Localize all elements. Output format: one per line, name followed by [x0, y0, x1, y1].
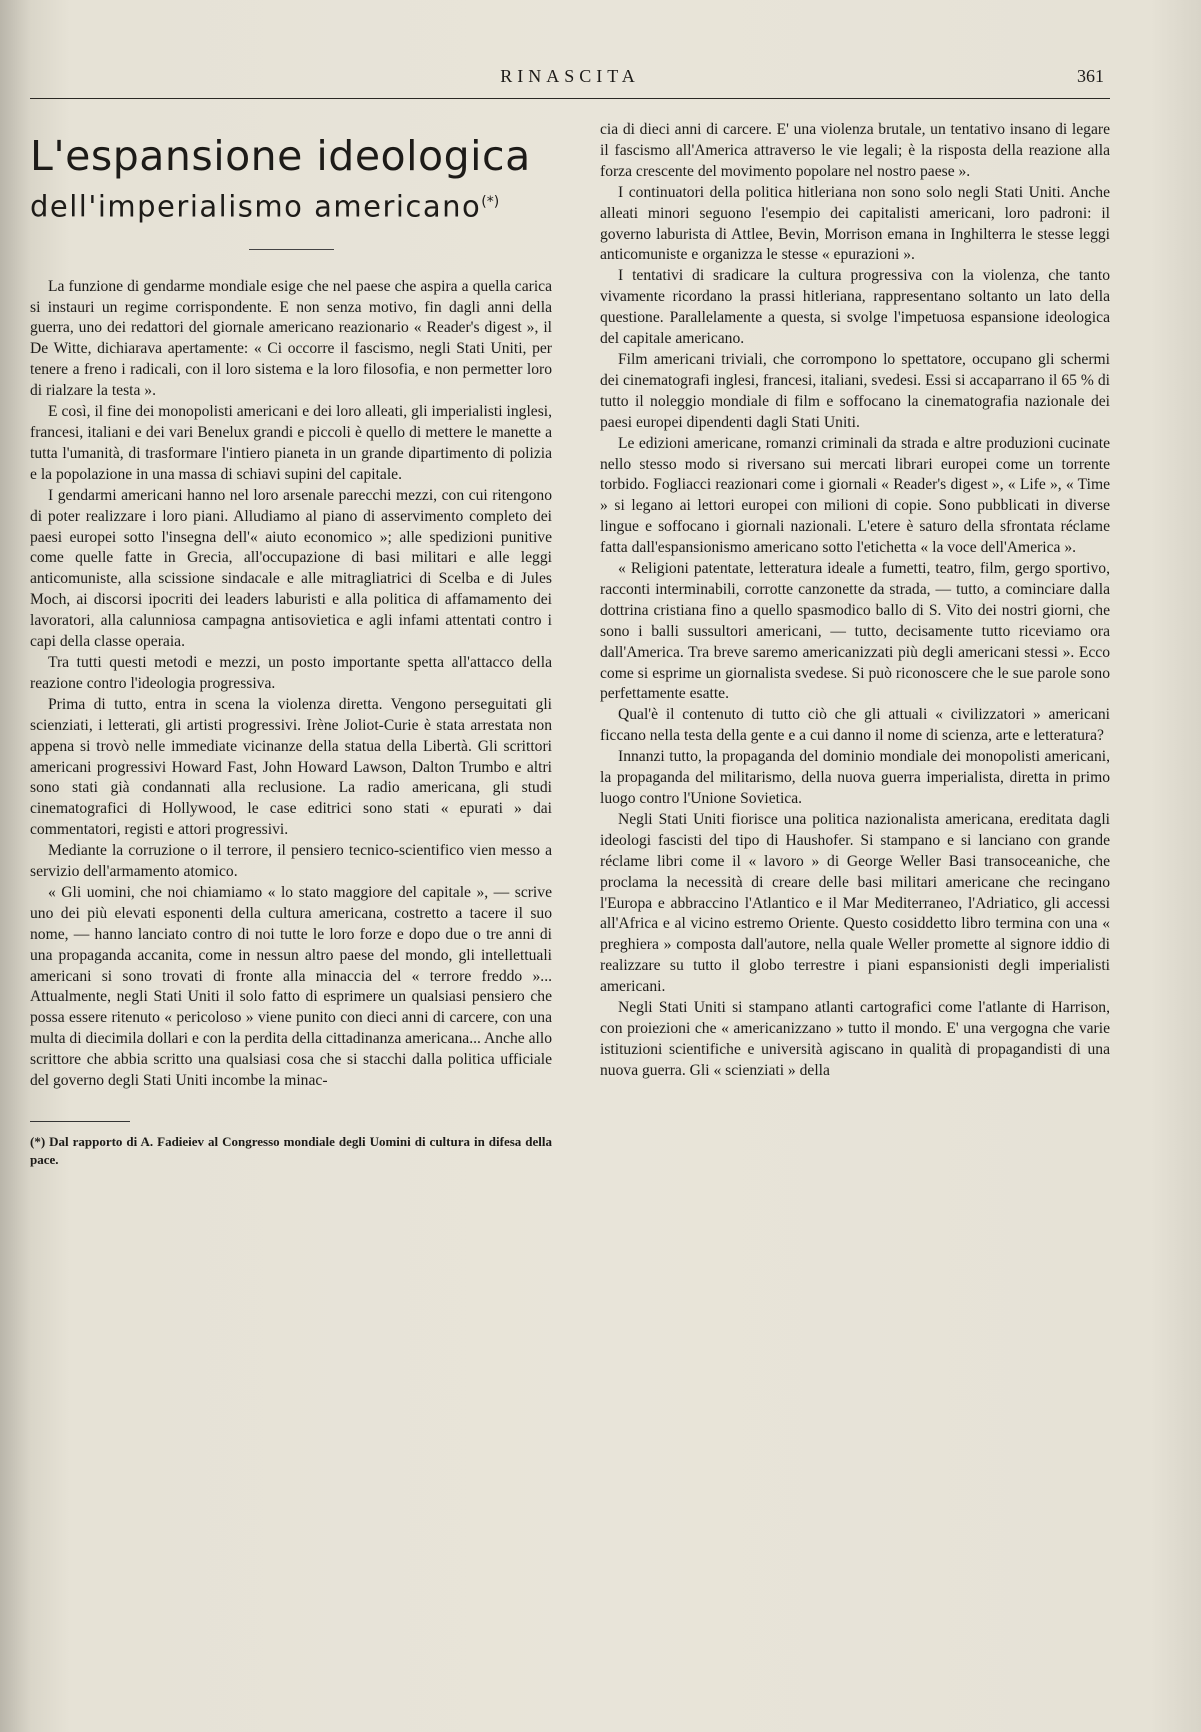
paragraph: I continuatori della politica hitleriana non sono solo negli Stati Uniti. Anche alleati minori seguono l'esempio dei capitalisti americani, loro padroni: il governo laburista di Attlee, Bevin, Morrison emana in Inghilterra le stesse leggi anticomuniste e organizza le stesse « epurazioni ».: [600, 183, 1110, 264]
paragraph: Qual'è il contenuto di tutto ciò che gli attuali « civilizzatori » americani ficcano nella testa della gente e a cui danno il nome di scienza, arte e letteratura?: [600, 706, 1110, 745]
paragraph: I gendarmi americani hanno nel loro arsenale parecchi mezzi, con cui ritengono di poter realizzare i loro piani. Alludiamo al piano di asservimento completo dei paesi europei sotto l'insegna dell'« aiuto economico »; alle spedizioni punitive come quelle fatte in Grecia, all'occupazione di basi militari e alle leggi anticomuniste, alla scissione sindacale e alle mitragliatrici di Scelba e di Jules Moch, ai discorsi ipocriti dei leaders laburisti e alla politica di affamamento dei lavoratori, alla calunniosa campagna antisovietica e agli infami attentati contro i capi della classe operaia.: [30, 486, 552, 651]
paragraph: E così, il fine dei monopolisti americani e dei loro alleati, gli imperialisti inglesi, francesi, italiani e dei vari Benelux grandi e piccoli è quello di mettere le manette a tutta l'umanità, di trasformare l'intiero pianeta in un grande dipartimento di polizia e la popolazione in una massa di schiavi supini del capitale.: [30, 403, 552, 483]
title-divider: [249, 249, 334, 250]
title-footnote-mark: (*): [481, 194, 500, 210]
page-header: [30, 62, 1110, 99]
page-number: 361: [1077, 66, 1104, 86]
title-line2-text: dell'imperialismo americano: [30, 189, 482, 224]
paragraph: Prima di tutto, entra in scena la violenza diretta. Vengono perseguitati gli scienziati, i letterati, gli artisti progressivi. Irène Joliot-Curie è stata arrestata non appena si trovò nelle immediate vicinanze della statua della Libertà. Gli scrittori americani progressivi Howard Fast, John Howard Lawson, Dalton Trumbo e altri sono stati già condannati alla reclusione. La radio americana, gli studi cinematografici di Hollywood, le case editrici sono stati « epurati » dai commentatori, registi e attori progressivi.: [30, 695, 552, 839]
paragraph: I tentativi di sradicare la cultura progressiva con la violenza, che tanto vivamente ricordano la prassi hitleriana, rappresentano soltanto un lato della questione. Parallelamente a questa, si svolge l'impetuosa espansione ideologica del capitale americano.: [600, 267, 1110, 348]
article-title-line2: [30, 182, 552, 227]
paragraph: « Religioni patentate, letteratura ideale a fumetti, teatro, film, gergo sportivo, racconti interminabili, corrotte canzonette da strada, — tutto, a cominciare dalla dottrina cristiana fino a quello spasmodico ballo di S. Vito dei nostri giorni, che sono i balli sussultori americani, — tutto, decisamente tutto riceviamo ora dall'America. Tra breve saremo americanizzati più degli americani stessi ». Ecco come si esprime un giornalista svedese. Si può riconoscere che le sue parole sono perfettamente esatte.: [600, 560, 1110, 703]
paragraph: Tra tutti questi metodi e mezzi, un posto importante spetta all'attacco della reazione contro l'ideologia progressiva.: [30, 653, 552, 692]
paragraph: Le edizioni americane, romanzi criminali da strada e altre produzioni cucinate nello stesso modo si riversano sui mercati librari europei come un torrente torbido. Fogliacci reazionari come i giornali « Reader's digest », « Life », « Time » si legano ai lettori europei con milioni di copie. Sono pubblicati in diverse lingue e soffocano i giornali nazionali. L'etere è saturo della sfrontata réclame fatta dall'espansionismo americano sotto l'etichetta « la voce dell'America ».: [600, 434, 1110, 557]
footnote: (*) Dal rapporto di A. Fadieiev al Congresso mondiale degli Uomini di cultura in difesa della pace.: [30, 1134, 552, 1167]
footnote-divider: [30, 1121, 130, 1122]
paragraph: « Gli uomini, che noi chiamiamo « lo stato maggiore del capitale », — scrive uno dei più elevati esponenti della cultura americana, costretto a tacere il suo nome, — hanno lanciato contro di noi tutte le loro forze e dopo due o tre anni di una propaganda accanita, come in nessun altro paese del mondo, gli intellettuali americani si sono trovati di fronte alla minaccia del « terrore freddo »... Attualmente, negli Stati Uniti il solo fatto di esprimere un qualsiasi pensiero che possa essere ritenuto « pericoloso » viene punito con dieci anni di carcere, con una multa di diecimila dollari e con la perdita della cittadinanza americana... Anche allo scrittore che abbia scritto una qualsiasi cosa che si stacchi dalla politica ufficiale del governo degli Stati Uniti incombe la minac-: [30, 883, 552, 1090]
article-title-line1: L'espansione ideologica: [30, 132, 531, 180]
paragraph: La funzione di gendarme mondiale esige che nel paese che aspira a quella carica si instauri un regime corrispondente. E non senza motivo, fin dagli anni della guerra, uno dei redattori del giornale americano reazionario « Reader's digest », il De Witte, dichiarava apertamente: « Ci occorre il fascismo, negli Stati Uniti, per tenere a freno i radicali, con il loro sistema e la loro filosofia, e non permetter loro di rialzare la testa ».: [30, 277, 552, 400]
right-column: [600, 120, 1110, 1082]
paragraph: Film americani triviali, che corrompono lo spettatore, occupano gli schermi dei cinematografi inglesi, francesi, italiani, svedesi. Essi si accaparrano il 65 % di tutto il noleggio mondiale di film e soffocano la cinematografia nazionale dei paesi europei dipendenti dagli Stati Uniti.: [600, 350, 1110, 431]
left-column: [30, 120, 552, 1169]
paragraph: Innanzi tutto, la propaganda del dominio mondiale dei monopolisti americani, la propaganda del militarismo, della nuova guerra imperialista, diretta in primo luogo contro l'Unione Sovietica.: [600, 748, 1110, 807]
paragraph: Negli Stati Uniti fiorisce una politica nazionalista americana, ereditata dagli ideologi fascisti del tipo di Haushofer. Si stampano e si lanciano con grande réclame libri come il « lavoro » di George Weller Basi transoceaniche, che proclama la necessità di creare delle basi militari americane che recingano l'Europa e abbraccino l'Atlantico e il Mar Mediterraneo, l'Adriatico, gli accessi all'Africa e al vicino estremo Oriente. Questo cosiddetto libro termina con una « preghiera » composta dall'autore, nella quale Weller promette al signore iddio di realizzare su tutto il globo terrestre i piani espansionisti degli imperialisti americani.: [600, 810, 1110, 996]
paragraph: Mediante la corruzione o il terrore, il pensiero tecnico-scientifico vien messo a servizio dell'armamento atomico.: [30, 842, 552, 881]
running-title: RINASCITA: [500, 66, 640, 86]
paragraph-continued: cia di dieci anni di carcere. E' una violenza brutale, un tentativo insano di legare il fascismo all'America attraverso le vie legali; è la risposta della reazione alla forza crescente del movimento popolare nel nostro paese ».: [600, 121, 1110, 180]
paragraph: Negli Stati Uniti si stampano atlanti cartografici come l'atlante di Harrison, con proiezioni che « americanizzano » tutto il mondo. E' una vergogna che varie istituzioni scientifiche e università agiscano in qualità di propagandisti di una nuova guerra. Gli « scienziati » della: [600, 999, 1110, 1079]
